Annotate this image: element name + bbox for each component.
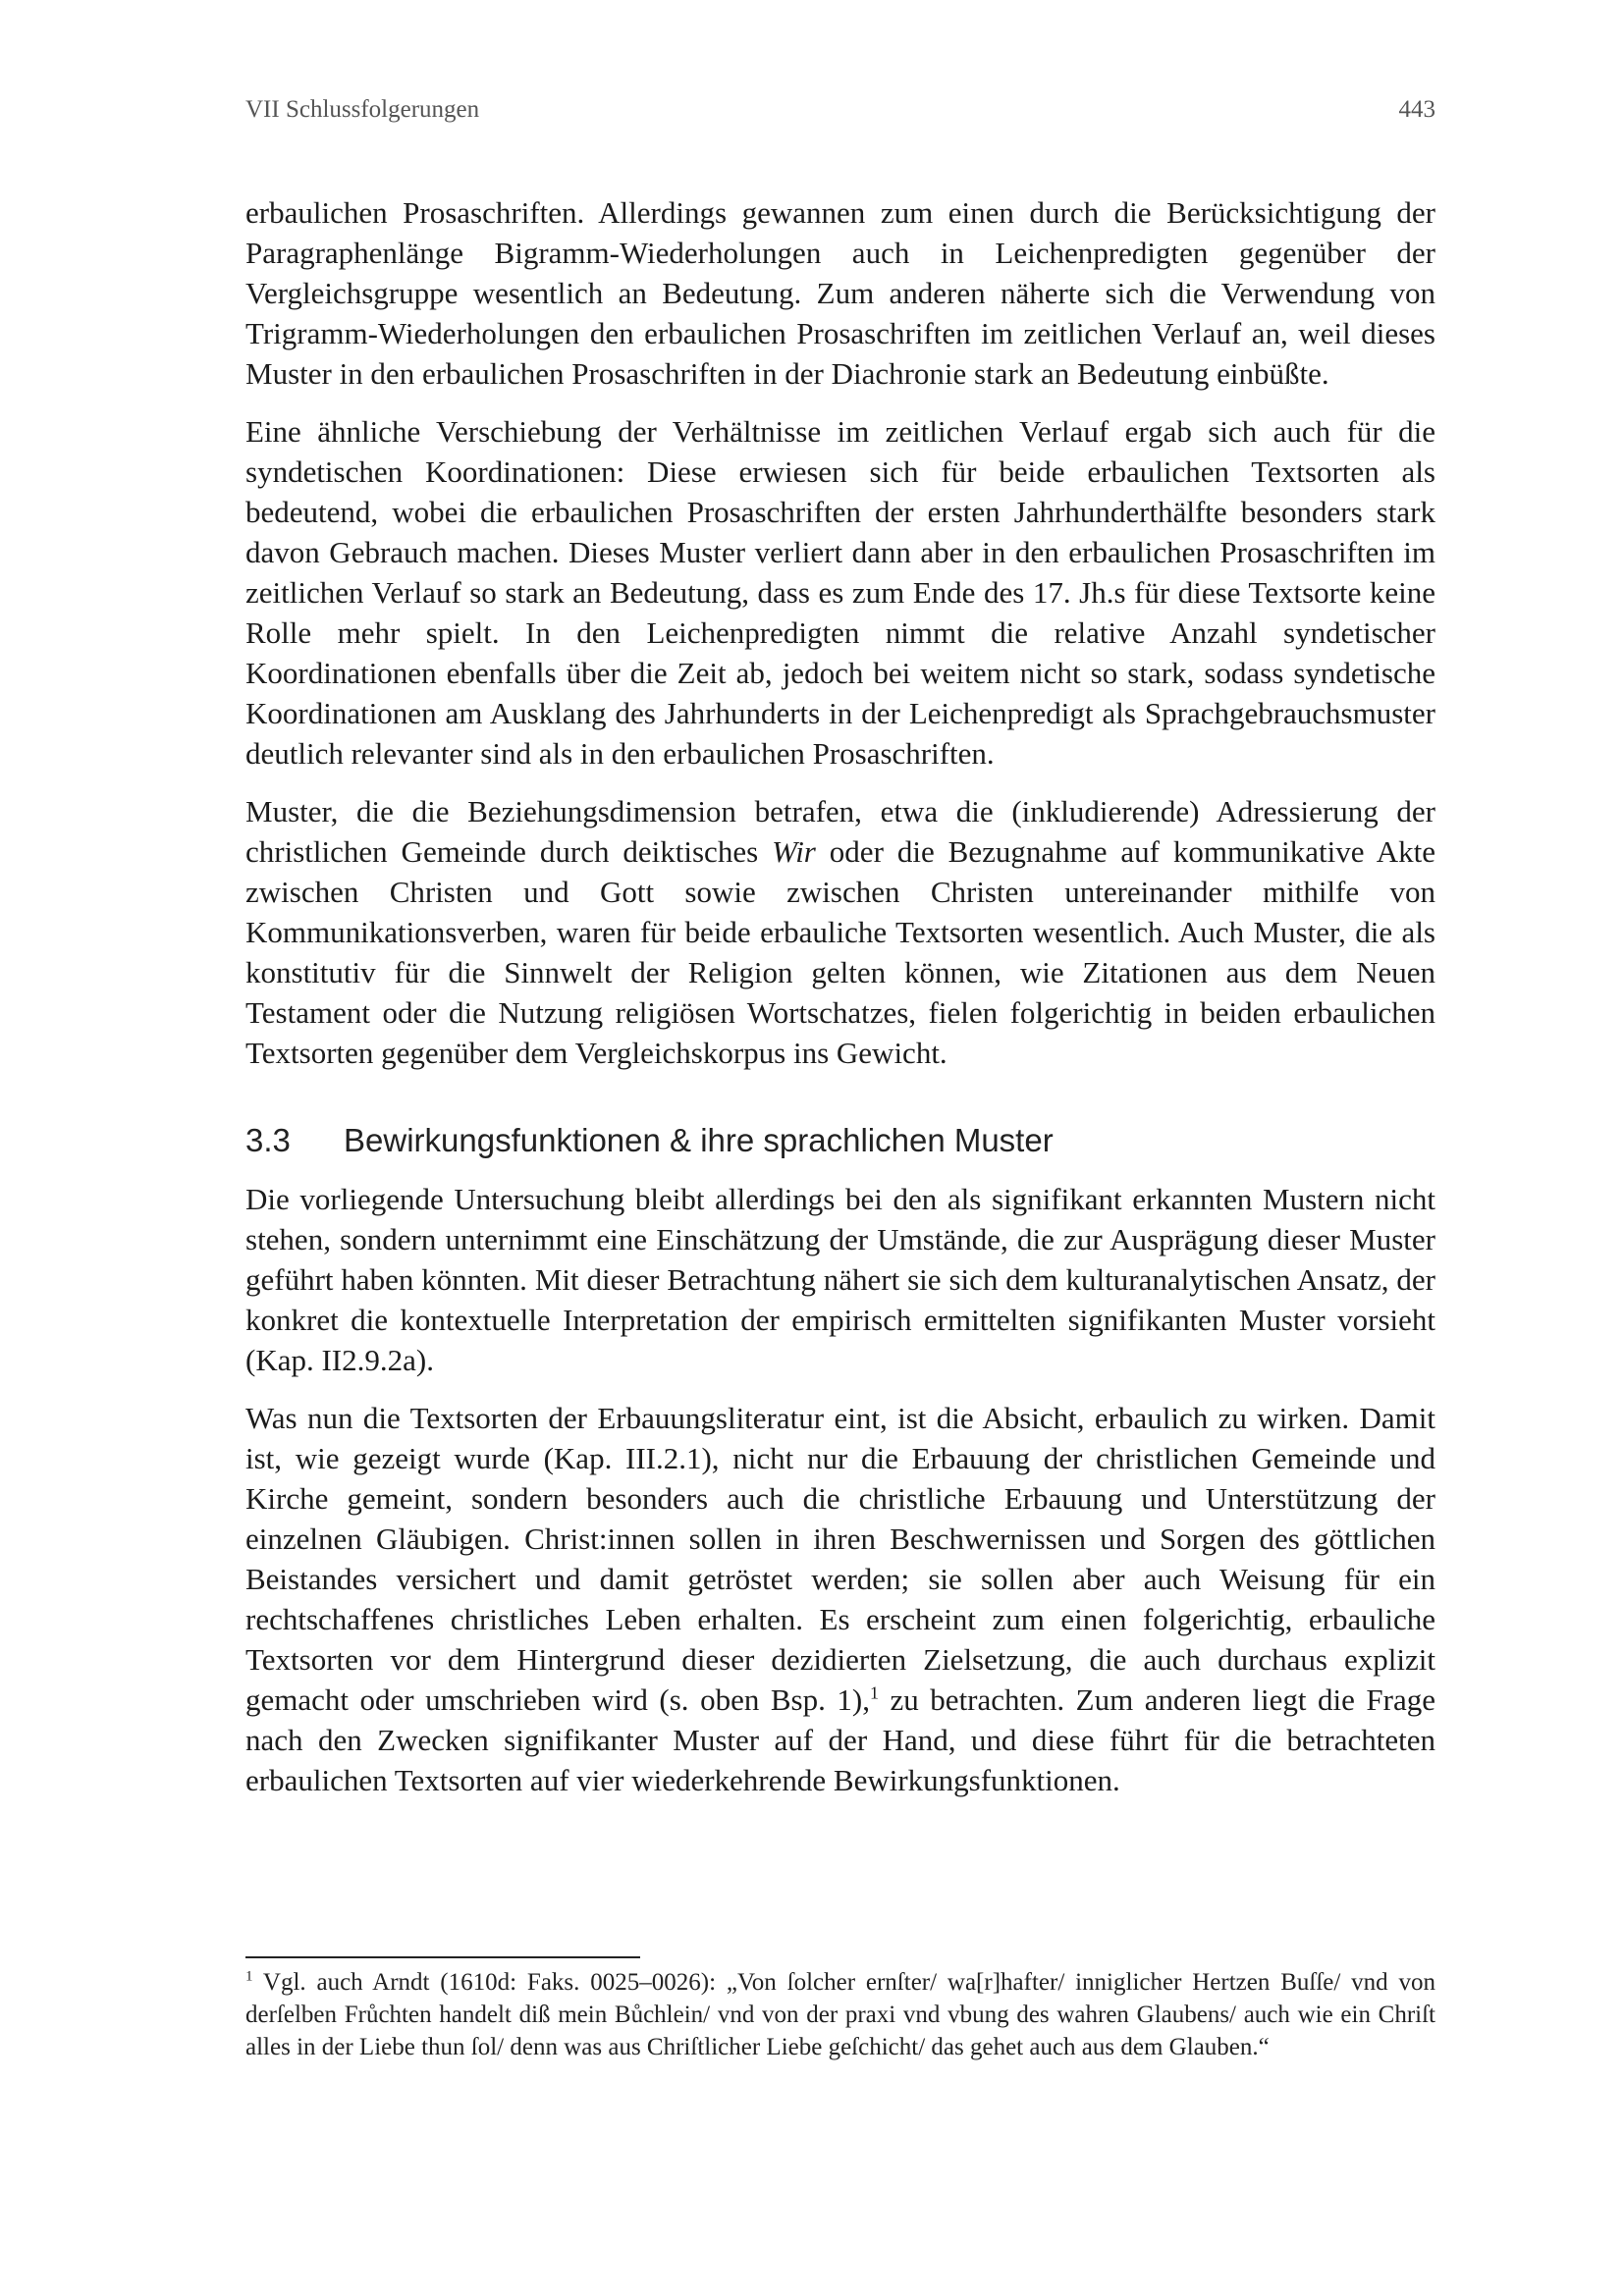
paragraph-5-part-2: zu betrachten. Zum anderen liegt die Frage nach den Zwecken signifikanter Muster auf der Hand, und diese führt für die betrachteten erbaulichen Textsorten auf vier wiederkehrende Bewirkungsfunktionen. [245,1682,1435,1797]
page-number: 443 [1398,96,1435,123]
paragraph-3-part-1: Muster, die die Beziehungsdimension betrafen, etwa die (inkludierende) Adressierung der christlichen Gemeinde durch deiktisches [245,794,1435,869]
section-title: Bewirkungsfunktionen & ihre sprachlichen Muster [344,1122,1054,1158]
chapter-title: VII Schlussfolgerungen [245,96,480,123]
footnote-reference[interactable]: 1 [869,1682,879,1703]
paragraph-3 [245,791,1435,1073]
paragraph-5 [245,1398,1435,1800]
main-text [245,192,1435,1818]
paragraph-3-part-2: oder die Bezugnahme auf kommunikative Akte zwischen Christen und Gott sowie zwischen Christen untereinander mithilfe von Kommunikationsverben, waren für beide erbauliche Textsorten wesentlich. Auch Muster, die als konstitutiv für die Sinnwelt der Religion gelten können, wie Zitationen aus dem Neuen Testament oder die Nutzung religiösen Wortschatzes, fielen folgerichtig in beiden erbaulichen Textsorten gegenüber dem Vergleichskorpus ins Gewicht. [245,834,1435,1070]
footnote [245,1966,1435,2063]
italic-term-wir: Wir [772,834,816,869]
paragraph-1: erbaulichen Prosaschriften. Allerdings gewannen zum einen durch die Berücksichtigung der Paragraphenlänge Bigramm-Wiederholungen auch in Leichenpredigten gegenüber der Vergleichsgruppe wesentlich an Bedeutung. Zum anderen näherte sich die Verwendung von Trigramm-Wiederholungen den erbaulichen Prosaschriften im zeitlichen Verlauf an, weil dieses Muster in den erbaulichen Prosaschriften in der Diachronie stark an Bedeutung einbüßte. [245,195,1435,391]
footnote-text: Vgl. auch Arndt (1610d: Faks. 0025–0026): „Von ſolcher ernſter/ wa[r]hafter/ inniglicher Hertzen Buſſe/ vnd von derſelben Frůchten handelt diß mein Bůchlein/ vnd von der praxi vnd vbung des wahren Glaubens/ auch wie ein Chriſt alles in der Liebe thun ſol/ denn was aus Chriſtlicher Liebe geſchicht/ das gehet auch aus dem Glauben.“ [245,1969,1435,2060]
section-heading [245,1120,1435,1161]
paragraph-4: Die vorliegende Untersuchung bleibt allerdings bei den als signifikant erkannten Mustern nicht stehen, sondern unternimmt eine Einschätzung der Umstände, die zur Ausprägung dieser Muster geführt haben könnten. Mit dieser Betrachtung nähert sie sich dem kulturanalytischen Ansatz, der konkret die kontextuelle Interpretation der empirisch ermittelten signifikanten Muster vorsieht (Kap. II2.9.2a). [245,1182,1435,1377]
paragraph-5-part-1: Was nun die Textsorten der Erbauungsliteratur eint, ist die Absicht, erbaulich zu wirken. Damit ist, wie gezeigt wurde (Kap. III.2.1), nicht nur die Erbauung der christlichen Gemeinde und Kirche gemeint, sondern besonders auch die christliche Erbauung und Unterstützung der einzelnen Gläubigen. Christ:innen sollen in ihren Beschwernissen und Sorgen des göttlichen Beistandes versichert und damit getröstet werden; sie sollen aber auch Weisung für ein rechtschaffenes christliches Leben erhalten. Es erscheint zum einen folgerichtig, erbauliche Textsorten vor dem Hintergrund dieser dezidierten Zielsetzung, die auch durchaus explizit gemacht oder umschrieben wird (s. oben Bsp. 1), [245,1401,1435,1717]
paragraph-2: Eine ähnliche Verschiebung der Verhältnisse im zeitlichen Verlauf ergab sich auch für die syndetischen Koordinationen: Diese erwiesen sich für beide erbaulichen Textsorten als bedeutend, wobei die erbaulichen Prosaschriften der ersten Jahrhunderthälfte besonders stark davon Gebrauch machen. Dieses Muster verliert dann aber in den erbaulichen Prosaschriften im zeitlichen Verlauf so stark an Bedeutung, dass es zum Ende des 17. Jh.s für diese Textsorte keine Rolle mehr spielt. In den Leichenpredigten nimmt die relative Anzahl syndetischer Koordinationen ebenfalls über die Zeit ab, jedoch bei weitem nicht so stark, sodass syndetische Koordinationen am Ausklang des Jahrhunderts in der Leichenpredigt als Sprachgebrauchsmuster deutlich relevanter sind als in den erbaulichen Prosaschriften. [245,414,1435,771]
section-number: 3.3 [245,1122,291,1158]
footnote-divider [245,1956,640,1958]
footnote-marker: 1 [245,1968,253,1985]
running-header [245,96,1435,132]
